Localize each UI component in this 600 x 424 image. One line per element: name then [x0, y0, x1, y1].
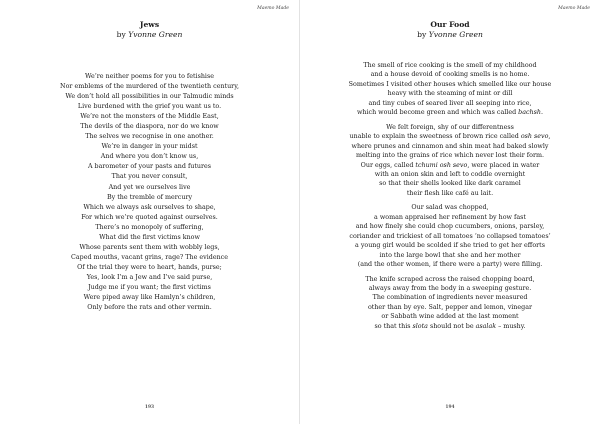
poem-line: [300, 108, 600, 117]
page-number-right: 194: [445, 405, 455, 410]
poem-line: heavy with the steaming of mint or dill: [387, 90, 513, 98]
poem-line: and a house devoid of cooking smells is no home.: [370, 71, 530, 79]
line-text: Our eggs, called: [360, 161, 416, 169]
line-text: so that this: [374, 322, 413, 330]
poem-line: with an onion skin and left to coddle overnight: [374, 170, 526, 178]
poem-line: their flesh like café au lait.: [406, 189, 494, 197]
poem-line: Which we always ask ourselves to shape,: [83, 203, 216, 211]
poem-line: What did the first victims know: [99, 233, 200, 241]
line-text: should not be: [427, 322, 476, 330]
left-title-block: [0, 20, 299, 40]
poem-line: Of the trial they were to heart, hands, purse;: [77, 263, 222, 271]
poem-line: We’re not the monsters of the Middle East,: [80, 113, 219, 121]
poem-line: and how finely she could chop cucumbers, onions, parsley,: [355, 223, 545, 231]
poem-line: We’re in danger in your midst: [101, 143, 198, 151]
poem-line: We don’t hold all possibilities in our Talmudic minds: [65, 93, 234, 101]
poem-line: The knife scraped across the raised chopping board,: [365, 275, 535, 283]
byline-by: by: [116, 30, 126, 39]
author-name: Yvonne Green: [128, 30, 183, 39]
line-text: , were placed in water: [467, 161, 540, 169]
poem-line: [300, 132, 600, 141]
poem-line: The selves we recognise in one another.: [85, 133, 214, 141]
line-italic-word: asalak: [475, 322, 497, 330]
poem-line: Judge me if you want; the first victims: [88, 283, 211, 291]
poem-line: We’re neither poems for you to fetishise: [85, 73, 214, 80]
line-text: unable to explain the sweetness of brown rice called: [349, 133, 521, 141]
line-italic-word: bachsh: [518, 109, 541, 117]
poem-line: And yet we ourselves live: [108, 183, 191, 191]
poem-line: For which we’re quoted against ourselves.: [81, 213, 218, 221]
poem-line: Nor emblems of the murdered of the twentieth century,: [60, 83, 239, 91]
poem-line: a woman appraised her refinement by how fast: [374, 213, 526, 221]
poem-line: The smell of rice cooking is the smell of my childhood: [363, 62, 537, 69]
poem-line: and tiny cubes of seared liver all seeping into rice,: [368, 99, 532, 107]
right-page: [300, 0, 600, 424]
poem-line: Caped mouths, vacant grins, rage? The evidence: [71, 253, 228, 261]
poem-line: Sometimes I visited other houses which smelled like our house: [348, 80, 552, 88]
stanza: [300, 61, 600, 118]
poem-line: There’s no monopoly of suffering,: [95, 223, 204, 231]
poem-line: The combination of ingredients never measured: [372, 294, 528, 302]
poem-line: [300, 161, 600, 170]
poem-line: Our salad was chopped,: [411, 204, 489, 212]
poem-line: a young girl would be scolded if she tried to get her efforts: [355, 242, 545, 250]
poem-jews: [0, 72, 299, 313]
poem-line: Live burdened with the grief you want us to.: [77, 103, 222, 111]
line-italic-word: tchumi osh sevo: [415, 161, 468, 169]
poem-line: Only before the rats and other vermin.: [87, 304, 212, 312]
line-italic-word: slota: [412, 322, 428, 330]
line-italic-word: osh sevo: [520, 133, 549, 141]
author-name: Yvonne Green: [428, 30, 483, 39]
stanza: [300, 203, 600, 269]
line-text: – mushy.: [496, 322, 526, 330]
poem-line: so that their shells looked like dark caramel: [379, 180, 521, 188]
poem-line: By the tremble of mercury: [106, 193, 193, 201]
poem-line: or Sabbath wine added at the last moment: [381, 313, 519, 321]
stanza: [300, 275, 600, 332]
stanza: [300, 123, 600, 199]
line-text: ,: [548, 133, 551, 141]
poem-line: (and the other women, if there were a party) were filling.: [357, 261, 543, 269]
byline-by: by: [417, 30, 427, 39]
poem-line: The devils of the diaspora, nor do we know: [80, 123, 219, 131]
poem-line: melting into the grains of rice which never lost their form.: [355, 152, 545, 160]
poem-line: coriander and trickiest of all tomatoes ‘no collapsed tomatoes’: [349, 232, 551, 240]
poem-line: Yes, look I’m a Jew and I’ve said purse,: [86, 273, 213, 281]
byline-left: [0, 30, 299, 40]
line-text: .: [540, 109, 544, 117]
poem-line: Whose parents sent them with wobbly legs,: [79, 243, 220, 251]
poem-line: other than by eye. Salt, pepper and lemon, vinegar: [367, 303, 533, 311]
running-head-left: Maemo Made: [257, 6, 289, 11]
poem-line: [300, 322, 600, 331]
page-number-left: 193: [144, 405, 155, 410]
poem-line: That you never consult,: [111, 173, 188, 181]
poem-line: where prunes and cinnamon and shin meat had baked slowly: [351, 142, 549, 150]
byline-right: [300, 30, 600, 40]
poem-line: And where you don’t know us,: [100, 153, 199, 161]
running-head-right: Maemo Made: [558, 6, 590, 11]
poem-line: always away from the body in a sweeping gesture.: [368, 284, 532, 292]
poem-line: A barometer of your pasts and futures: [87, 163, 212, 171]
poem-our-food: [300, 61, 600, 336]
poem-line: Were piped away like Hamlyn’s children,: [83, 294, 216, 302]
poem-line: into the large bowl that she and her mother: [379, 251, 521, 259]
poem-title-jews: Jews: [139, 20, 160, 29]
line-text: which would become green and which was called: [356, 109, 519, 117]
poem-title-our-food: Our Food: [430, 20, 470, 29]
poem-line: We felt foreign, shy of our differentness: [386, 123, 514, 131]
right-title-block: [300, 20, 600, 40]
